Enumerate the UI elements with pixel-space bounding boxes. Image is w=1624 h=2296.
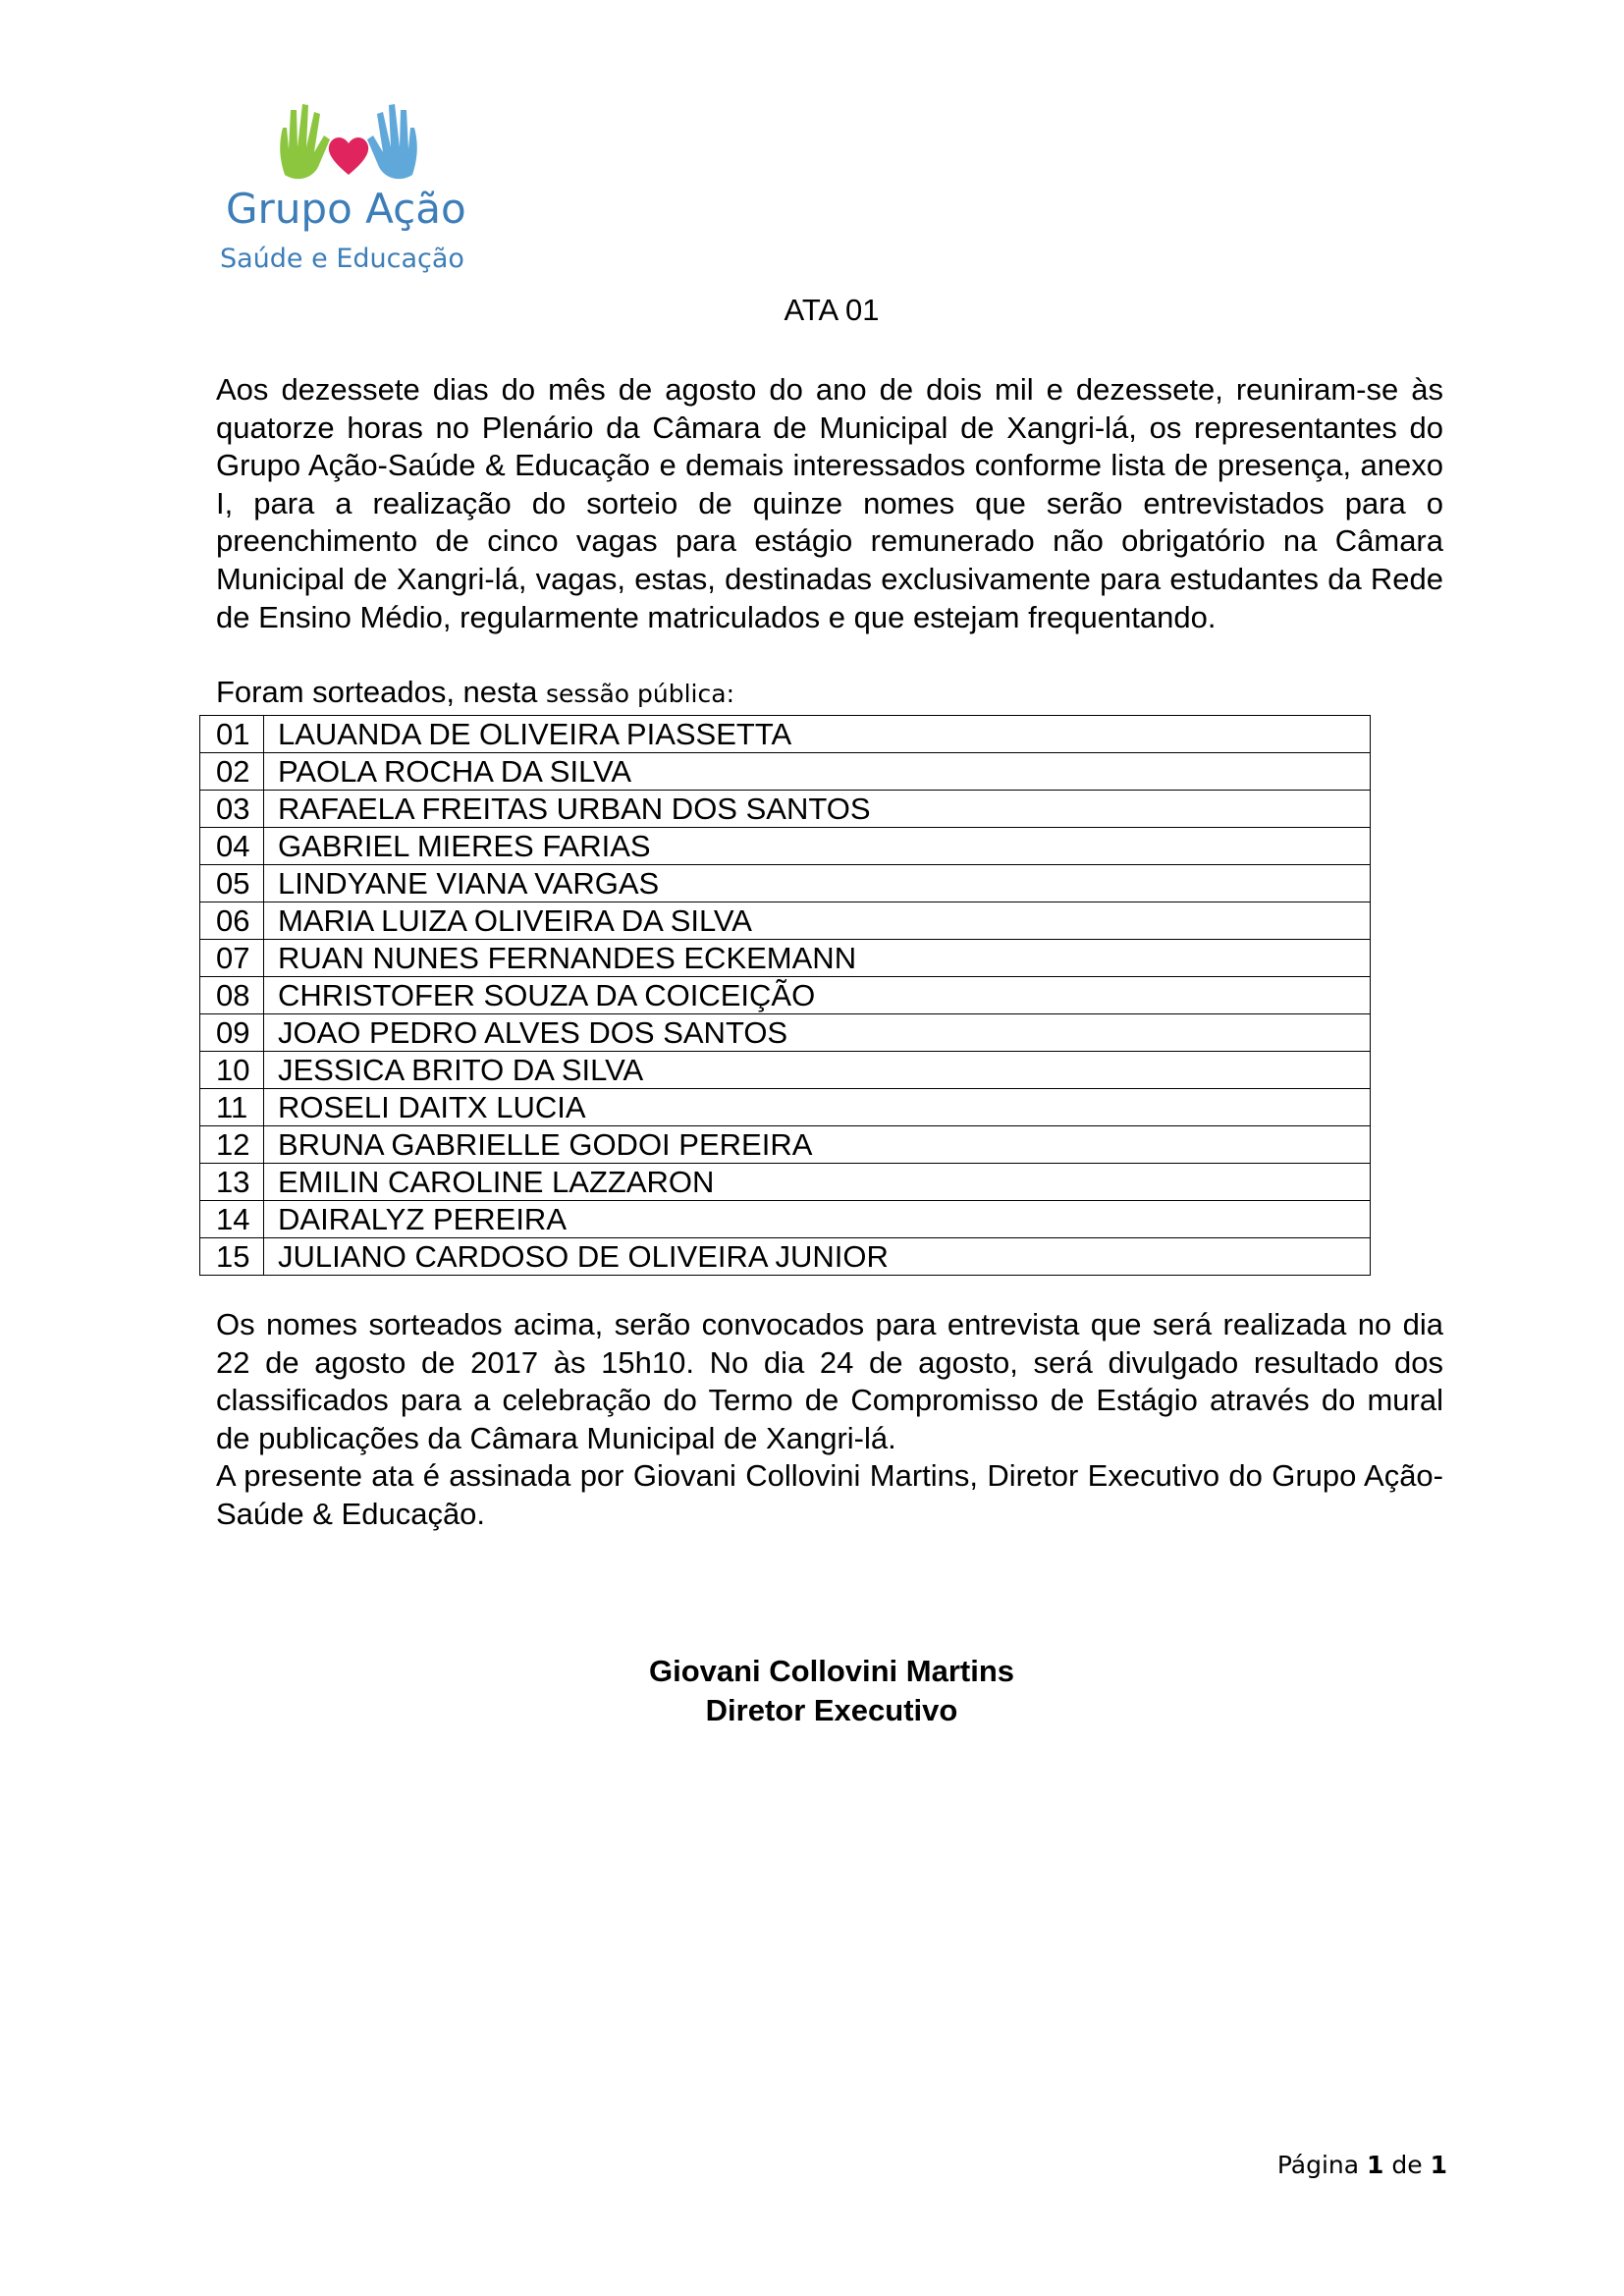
page-total: 1 xyxy=(1430,2151,1447,2179)
row-number: 11 xyxy=(200,1089,264,1126)
row-name: BRUNA GABRIELLE GODOI PEREIRA xyxy=(264,1126,1371,1164)
table-row xyxy=(200,1201,1371,1238)
table-row xyxy=(200,940,1371,977)
row-number: 15 xyxy=(200,1238,264,1276)
closing-text xyxy=(216,1306,1443,1534)
row-name: RUAN NUNES FERNANDES ECKEMANN xyxy=(264,940,1371,977)
row-name: PAOLA ROCHA DA SILVA xyxy=(264,753,1371,791)
logo-subtitle: Saúde e Educação xyxy=(220,244,464,274)
table-row xyxy=(200,753,1371,791)
row-name: CHRISTOFER SOUZA DA COICEIÇÃO xyxy=(264,977,1371,1014)
drawn-names-table xyxy=(199,715,1371,1276)
logo xyxy=(214,98,469,295)
row-number: 12 xyxy=(200,1126,264,1164)
table-row xyxy=(200,1238,1371,1276)
table-row xyxy=(200,1164,1371,1201)
table-row xyxy=(200,1014,1371,1052)
row-number: 05 xyxy=(200,865,264,902)
hands-heart-icon xyxy=(275,98,422,187)
row-number: 03 xyxy=(200,791,264,828)
drawn-prefix: Foram sorteados, nesta xyxy=(216,675,538,709)
row-name: LAUANDA DE OLIVEIRA PIASSETTA xyxy=(264,716,1371,753)
row-name: LINDYANE VIANA VARGAS xyxy=(264,865,1371,902)
row-number: 06 xyxy=(200,902,264,940)
of-word: de xyxy=(1391,2151,1423,2179)
row-number: 08 xyxy=(200,977,264,1014)
row-name: GABRIEL MIERES FARIAS xyxy=(264,828,1371,865)
row-name: JESSICA BRITO DA SILVA xyxy=(264,1052,1371,1089)
table-row xyxy=(200,828,1371,865)
row-name: MARIA LUIZA OLIVEIRA DA SILVA xyxy=(264,902,1371,940)
drawn-intro-line xyxy=(216,674,734,713)
row-number: 14 xyxy=(200,1201,264,1238)
table-row xyxy=(200,977,1371,1014)
row-number: 04 xyxy=(200,828,264,865)
page-number xyxy=(1277,2151,1447,2179)
row-name: RAFAELA FREITAS URBAN DOS SANTOS xyxy=(264,791,1371,828)
row-name: JOAO PEDRO ALVES DOS SANTOS xyxy=(264,1014,1371,1052)
table-row xyxy=(200,716,1371,753)
page-current: 1 xyxy=(1367,2151,1384,2179)
table-row xyxy=(200,865,1371,902)
row-number: 01 xyxy=(200,716,264,753)
page-word: Página xyxy=(1276,2151,1360,2179)
row-number: 02 xyxy=(200,753,264,791)
table-row xyxy=(200,902,1371,940)
document-title: ATA 01 xyxy=(784,293,880,327)
row-number: 07 xyxy=(200,940,264,977)
row-number: 13 xyxy=(200,1164,264,1201)
logo-title: Grupo Ação xyxy=(226,185,466,233)
table-row xyxy=(200,791,1371,828)
table-row xyxy=(200,1052,1371,1089)
row-number: 09 xyxy=(200,1014,264,1052)
row-name: DAIRALYZ PEREIRA xyxy=(264,1201,1371,1238)
signer-role: Diretor Executivo xyxy=(705,1693,958,1727)
interview-paragraph: Os nomes sorteados acima, serão convocados para entrevista que será realizada no dia 22 de agosto de 2017 às 15h10. No dia 24 de agosto, será divulgado resultado dos classificados para a celebração do Termo de Compromisso de Estágio através do mural de publicações da Câmara Municipal de Xangri-lá. xyxy=(216,1307,1443,1455)
signature-block xyxy=(0,1652,1624,1730)
table-row xyxy=(200,1089,1371,1126)
row-number: 10 xyxy=(200,1052,264,1089)
signer-name: Giovani Collovini Martins xyxy=(648,1654,1015,1688)
intro-paragraph: Aos dezessete dias do mês de agosto do ano de dois mil e dezessete, reuniram-se às quatorze horas no Plenário da Câmara de Municipal de Xangri-lá, os representantes do Grupo Ação-Saúde & Educação e demais interessados conforme lista de presença, anexo I, para a realização do sorteio de quinze nomes que serão entrevistados para o preenchimento de cinco vagas para estágio remunerado não obrigatório na Câmara Municipal de Xangri-lá, vagas, estas, destinadas exclusivamente para estudantes da Rede de Ensino Médio, regularmente matriculados e que estejam frequentando. xyxy=(216,372,1443,634)
drawn-suffix: sessão pública: xyxy=(546,680,734,708)
signature-statement: A presente ata é assinada por Giovani Collovini Martins, Diretor Executivo do Grupo Ação-Saúde & Educação. xyxy=(216,1458,1443,1531)
table-row xyxy=(200,1126,1371,1164)
row-name: EMILIN CAROLINE LAZZARON xyxy=(264,1164,1371,1201)
row-name: JULIANO CARDOSO DE OLIVEIRA JUNIOR xyxy=(264,1238,1371,1276)
row-name: ROSELI DAITX LUCIA xyxy=(264,1089,1371,1126)
